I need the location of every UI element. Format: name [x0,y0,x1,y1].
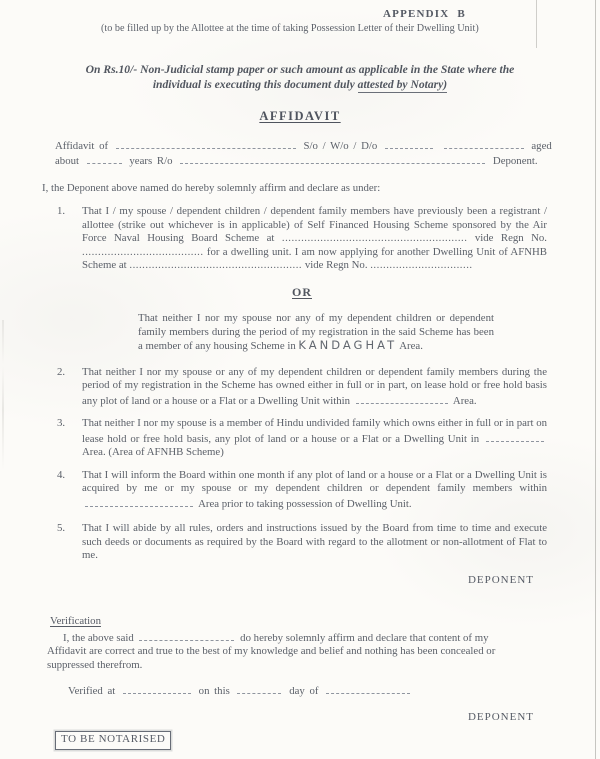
blank-field [87,153,122,164]
text-run: S/o / W/o / D/o [303,139,378,152]
or-heading: OR [292,284,312,299]
text-run: for a dwelling unit. I am now applying for another Dwelling Unit of AFNHB Scheme at [82,245,547,271]
or-alternative-clause [138,312,494,354]
text-run: Area. [399,340,423,352]
blank-field [444,138,524,149]
text-run: Deponent. [492,155,538,167]
clause-1 [57,205,547,273]
handwritten-text: KANDAGHAT [298,338,398,352]
document-title: AFFIDAVIT [259,109,341,123]
scan-artifact-vertical-line [536,0,537,48]
text-run: That I will abide by all rules, orders and instructions issued by the Board from time to time and execute such deeds or documents as required by the Board with regard to the allotment or non-allotment of Flat to me. [82,522,547,561]
text-run: Area. [452,394,477,407]
verification-heading: Verification [50,615,101,627]
text-run: That neither I nor my spouse nor any of my dependent children or dependent family members during the period of my registration in the said Scheme has been a member of any housing Scheme in [138,312,494,352]
blank-field [180,153,485,164]
text-run: years R/o [129,155,173,167]
text-run: That I will inform the Board within one month if any plot of land or a house or a Flat or a Dwelling Unit is acquired by me or my spouse or my dependent children or dependent family members within [82,468,547,494]
stamp-paper-notice [42,62,558,92]
clause-2-number: 2. [57,365,66,378]
notice-line-1: On Rs.10/- Non-Judicial stamp paper or such amount as applicable in the State where the [85,63,515,76]
blank-field [356,393,448,404]
blank-field [116,138,296,149]
clause-5 [57,522,547,563]
clause-1-text [82,205,547,273]
text-run: vide Regn No. [304,259,371,271]
blank-field [326,683,410,694]
text-run: about [55,155,79,167]
dotted-blank-field: ................................ [370,259,473,271]
text-run: That neither I nor my spouse is a member of Hindu undivided family which owns either in full or in part on lease hold or free hold basis, any plot of land or a house or a Flat or a Dwelling Unit in [82,417,547,445]
text-run: Area. (Area of AFNHB Scheme) [82,446,224,458]
dotted-blank-field: ...................................... [82,245,204,258]
blank-field [85,496,193,507]
notice-line-2 [42,77,558,92]
declaration-lead: I, the Deponent above named do hereby solemnly affirm and declare as under: [42,181,381,194]
text-run: That neither I nor my spouse or any of my dependent children or dependent family members during the period of my registration in the Scheme has owned either in full or in part, on lease hold or free hold basis any plot of land or a house or a Flat or a Dwelling Unit within [82,365,547,407]
clause-3-text [82,417,547,460]
blank-field [123,683,191,694]
clause-5-number: 5. [57,522,66,534]
text-run: Affidavit of [55,139,109,152]
stamp-row [55,731,600,750]
blank-field [237,683,281,694]
blank-field [139,630,234,641]
notice-line-2-underlined: attested by Notary) [357,78,448,91]
verification-paragraph [47,630,520,673]
blank-field [486,431,544,442]
clause-5-text [82,522,547,563]
clause-1-number: 1. [57,205,66,217]
clause-2-text [82,366,547,409]
clause-4 [57,469,547,512]
dotted-blank-field: .......................................................... [281,232,468,244]
verified-at-line [68,683,600,699]
clauses-list [57,205,547,563]
clause-2 [57,366,547,409]
text-run: Area prior to taking possession of Dwelling Unit. [198,497,412,510]
text-run: aged [531,139,552,152]
clause-3 [57,417,547,460]
text-run: do hereby solemnly affirm and declare that content of my Affidavit are correct and true to the best of my knowledge and belief and nothing has been concealed or suppressed therefrom. [47,631,496,671]
clause-4-text [82,469,547,512]
deponent-details-line-2 [55,153,548,169]
to-be-notarised-stamp: TO BE NOTARISED [55,731,171,750]
notice-line-2-plain: individual is executing this document duly [152,78,358,91]
blank-field [385,138,433,149]
appendix-subtitle: (to be filled up by the Allottee at the time of taking Possession Letter of their Dwelling Unit) [101,23,479,34]
deponent-details-line-1 [55,138,552,154]
text-run: I, the above said [63,631,137,644]
deponent-signature-label-upper: DEPONENT [467,573,534,586]
clause-3-number: 3. [57,417,66,429]
deponent-signature-label-lower: DEPONENT [467,710,534,723]
text-run: on this [198,685,230,697]
text-run: vide Regn No. [474,232,547,244]
appendix-label: APPENDIX B [383,8,466,20]
text-run: That I / my spouse / dependent children / dependent family members have previously been a registrant / allottee (strike out whichever is in applicable) of Self Financed Housing Scheme sponsored by the Air Force Naval Housing Board Scheme at [82,205,547,244]
deponent-details-block [55,138,552,169]
text-run: day of [289,685,319,697]
scan-artifact-left-edge [2,320,4,470]
dotted-blank-field: ...................................................... [129,259,303,271]
clause-4-number: 4. [57,468,66,481]
text-run: Verified at [68,685,116,697]
